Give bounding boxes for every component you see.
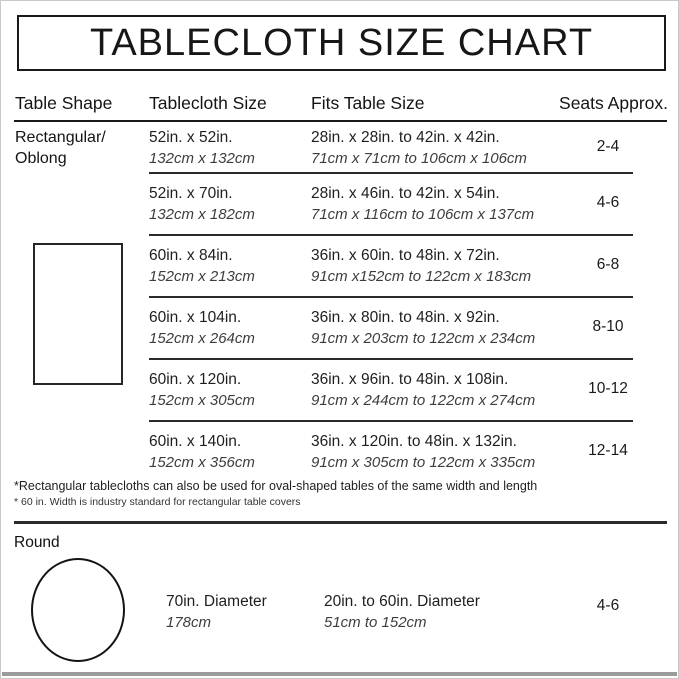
tablecloth-size-inches: 52in. x 52in.	[149, 129, 233, 146]
fits-table-size-metric: 91cm x 203cm to 122cm x 234cm	[311, 330, 536, 347]
round-section-label: Round	[14, 534, 60, 551]
fits-table-size-metric: 71cm x 71cm to 106cm x 106cm	[311, 150, 527, 167]
tablecloth-size-inches: 60in. x 140in.	[149, 433, 242, 450]
tablecloth-size-inches: 52in. x 70in.	[149, 185, 233, 202]
seats-approx-value: 4-6	[596, 597, 620, 614]
table-row	[1, 358, 679, 420]
table-row	[1, 123, 679, 172]
column-header-seats-approx: Seats Approx.	[559, 93, 668, 113]
tablecloth-size-metric: 152cm x 356cm	[149, 454, 255, 471]
tablecloth-size-inches: 70in. Diameter	[166, 593, 267, 610]
tablecloth-size-inches: 60in. x 84in.	[149, 247, 233, 264]
fits-table-size-inches: 28in. x 46in. to 42in. x 54in.	[311, 185, 500, 202]
rectangular-shape-label-line1: Rectangular/	[15, 129, 106, 146]
seats-approx-value: 8-10	[592, 318, 624, 335]
fits-table-size-metric: 71cm x 116cm to 106cm x 137cm	[311, 206, 535, 223]
footnote-oval-tables: *Rectangular tablecloths can also be used for oval-shaped tables of the same width and length	[14, 479, 538, 493]
table-row	[1, 420, 679, 482]
table-row	[1, 296, 679, 358]
tablecloth-size-metric: 152cm x 305cm	[149, 392, 255, 409]
seats-approx-value: 6-8	[596, 256, 620, 273]
fits-table-size-metric: 91cm x 244cm to 122cm x 274cm	[311, 392, 536, 409]
bottom-edge-bar	[2, 672, 677, 676]
section-divider-line	[14, 521, 667, 524]
tablecloth-size-metric: 132cm x 132cm	[149, 150, 255, 167]
table-row	[1, 172, 679, 234]
fits-table-size-inches: 36in. x 96in. to 48in. x 108in.	[311, 371, 509, 388]
footnote-industry-standard: * 60 in. Width is industry standard for rectangular table covers	[14, 496, 301, 508]
rectangular-shape-label-line2: Oblong	[15, 150, 67, 167]
fits-table-size-metric: 91cm x 305cm to 122cm x 335cm	[311, 454, 536, 471]
tablecloth-size-metric: 132cm x 182cm	[149, 206, 255, 223]
fits-table-size-metric: 91cm x152cm to 122cm x 183cm	[311, 268, 532, 285]
seats-approx-value: 2-4	[596, 138, 620, 155]
round-table-shape-icon	[31, 558, 125, 662]
tablecloth-size-inches: 60in. x 120in.	[149, 371, 242, 388]
chart-title-box	[17, 15, 666, 71]
seats-approx-value: 4-6	[596, 194, 620, 211]
tablecloth-size-metric: 178cm	[166, 614, 212, 631]
seats-approx-value: 12-14	[588, 442, 628, 459]
header-divider-line	[14, 120, 667, 122]
seats-approx-value: 10-12	[588, 380, 628, 397]
fits-table-size-inches: 20in. to 60in. Diameter	[324, 593, 480, 610]
fits-table-size-inches: 36in. x 60in. to 48in. x 72in.	[311, 247, 500, 264]
fits-table-size-metric: 51cm to 152cm	[324, 614, 427, 631]
tablecloth-size-metric: 152cm x 264cm	[149, 330, 255, 347]
fits-table-size-inches: 28in. x 28in. to 42in. x 42in.	[311, 129, 500, 146]
column-header-tablecloth-size: Tablecloth Size	[149, 93, 267, 113]
tablecloth-size-metric: 152cm x 213cm	[149, 268, 255, 285]
fits-table-size-inches: 36in. x 80in. to 48in. x 92in.	[311, 309, 500, 326]
tablecloth-size-inches: 60in. x 104in.	[149, 309, 242, 326]
column-header-table-shape: Table Shape	[15, 93, 113, 113]
column-header-fits-table-size: Fits Table Size	[311, 93, 425, 113]
chart-title: TABLECLOTH SIZE CHART	[89, 21, 594, 64]
table-row	[1, 234, 679, 296]
fits-table-size-inches: 36in. x 120in. to 48in. x 132in.	[311, 433, 517, 450]
